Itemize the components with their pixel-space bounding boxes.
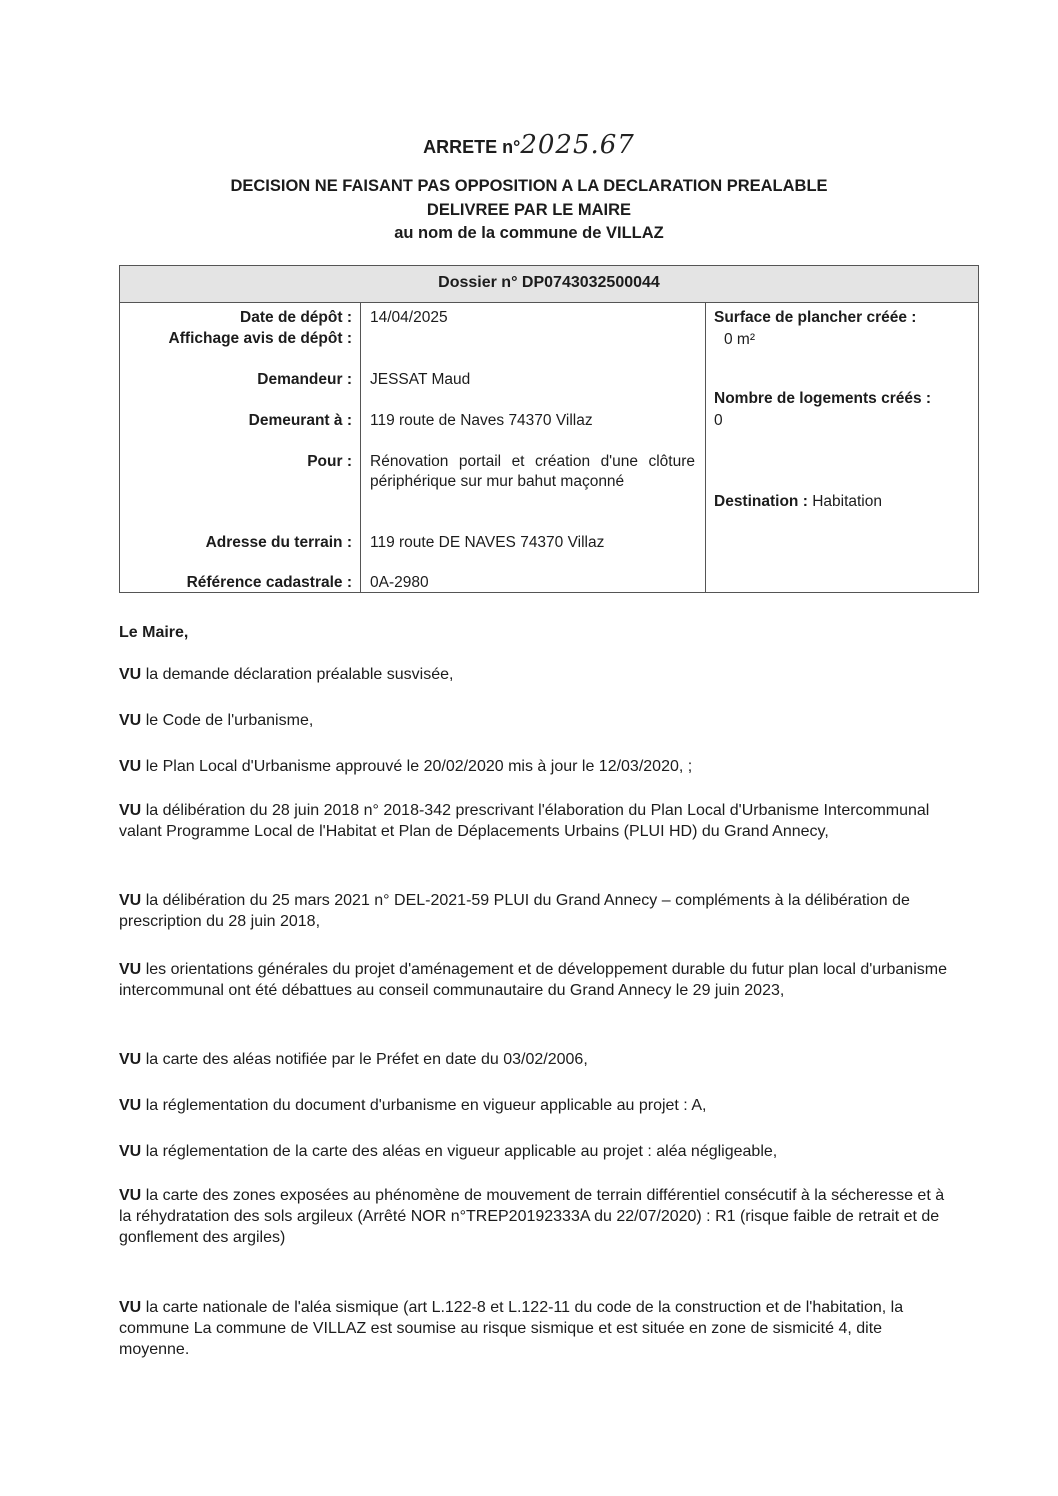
value-demeurant: 119 route de Naves 74370 Villaz <box>370 412 593 429</box>
vu-text: la demande déclaration préalable susvisée, <box>145 666 454 683</box>
vu-text: le Code de l'urbanisme, <box>145 712 314 729</box>
vu-label: VU <box>119 961 142 978</box>
dossier-table <box>119 265 979 593</box>
value-surface-plancher: 0 m² <box>724 331 755 348</box>
value-nombre-logements: 0 <box>714 412 723 429</box>
arrete-number-handwritten: 2025.67 <box>520 130 635 160</box>
vu-text: la carte nationale de l'aléa sismique (art L.122-8 et L.122-11 du code de la construction et de l'habitation, la commune La commune de VILLAZ est soumise au risque sismique et est située en zone de sismicité 4, dite moyenne. <box>119 1299 904 1358</box>
vu-text: la délibération du 25 mars 2021 n° DEL-2021-59 PLUI du Grand Annecy – compléments à la délibération de prescription du 28 juin 2018, <box>119 892 910 930</box>
label-destination: Destination : <box>714 493 808 510</box>
vu-label: VU <box>119 1187 142 1204</box>
vu-label: VU <box>119 712 142 729</box>
vu-paragraph <box>119 664 949 685</box>
vu-paragraph <box>119 1185 949 1248</box>
table-divider-left <box>360 302 361 592</box>
vu-text: les orientations générales du projet d'aménagement et de développement durable du futur plan local d'urbanisme intercommunal ont été débattues au conseil communautaire du Grand Annecy le 29 juin 2023, <box>119 961 947 999</box>
vu-text: la carte des aléas notifiée par le Préfet en date du 03/02/2006, <box>145 1051 588 1068</box>
vu-text: le Plan Local d'Urbanisme approuvé le 20/02/2020 mis à jour le 12/03/2020, ; <box>145 758 693 775</box>
vu-text: la délibération du 28 juin 2018 n° 2018-342 prescrivant l'élaboration du Plan Local d'Urbanisme Intercommunal valant Programme Local de l'Habitat et Plan de Déplacements Urbains (PLUI HD) du Grand Annecy, <box>119 802 930 840</box>
vu-paragraph <box>119 1141 949 1162</box>
vu-paragraph <box>119 890 949 932</box>
label-demandeur: Demandeur : <box>257 371 352 388</box>
vu-label: VU <box>119 666 142 683</box>
value-demandeur: JESSAT Maud <box>370 371 471 388</box>
vu-paragraph <box>119 756 949 777</box>
label-pour: Pour : <box>307 453 352 470</box>
table-divider-right <box>705 302 706 592</box>
label-date-depot: Date de dépôt : <box>240 309 352 326</box>
vu-label: VU <box>119 802 142 819</box>
vu-text: la réglementation du document d'urbanisme en vigueur applicable au projet : A, <box>145 1097 707 1114</box>
vu-label: VU <box>119 1051 142 1068</box>
label-nombre-logements: Nombre de logements créés : <box>714 390 932 407</box>
value-destination: Habitation <box>812 493 882 510</box>
label-demeurant: Demeurant à : <box>248 412 352 429</box>
vu-paragraph <box>119 710 949 731</box>
arrete-title <box>0 130 1058 160</box>
decision-title-line1: DECISION NE FAISANT PAS OPPOSITION A LA DECLARATION PREALABLE <box>230 177 828 195</box>
le-maire: Le Maire, <box>119 624 189 641</box>
vu-label: VU <box>119 1299 142 1316</box>
decision-title-line2: DELIVREE PAR LE MAIRE <box>426 201 632 219</box>
vu-label: VU <box>119 1143 142 1160</box>
destination <box>714 493 882 511</box>
label-surface-plancher: Surface de plancher créée : <box>714 309 917 326</box>
label-affichage: Affichage avis de dépôt : <box>168 330 352 347</box>
vu-label: VU <box>119 1097 142 1114</box>
arrete-label: ARRETE n° <box>423 137 521 157</box>
vu-text: la carte des zones exposées au phénomène de mouvement de terrain différentiel consécutif à la sécheresse et à la réhydratation des sols argileux (Arrêté NOR n°TREP20192333A du 22/07/2020) : R1 (risque faible de retrait et de gonflement des argiles) <box>119 1187 945 1246</box>
vu-paragraph <box>119 800 949 842</box>
decision-title-line3: au nom de la commune de VILLAZ <box>394 224 664 242</box>
value-adresse-terrain: 119 route DE NAVES 74370 Villaz <box>370 534 605 551</box>
value-reference-cadastrale: 0A-2980 <box>370 574 429 591</box>
label-reference-cadastrale: Référence cadastrale : <box>186 574 352 591</box>
value-date-depot: 14/04/2025 <box>370 309 448 326</box>
vu-paragraph <box>119 1095 949 1116</box>
vu-label: VU <box>119 892 142 909</box>
dossier-number: Dossier n° DP0743032500044 <box>120 266 978 303</box>
value-pour: Rénovation portail et création d'une clôture périphérique sur mur bahut maçonné <box>370 453 695 490</box>
vu-paragraph <box>119 1297 949 1360</box>
vu-paragraph <box>119 959 949 1001</box>
vu-paragraph <box>119 1049 949 1070</box>
vu-label: VU <box>119 758 142 775</box>
label-adresse-terrain: Adresse du terrain : <box>205 534 352 551</box>
vu-text: la réglementation de la carte des aléas en vigueur applicable au projet : aléa négligeable, <box>145 1143 778 1160</box>
